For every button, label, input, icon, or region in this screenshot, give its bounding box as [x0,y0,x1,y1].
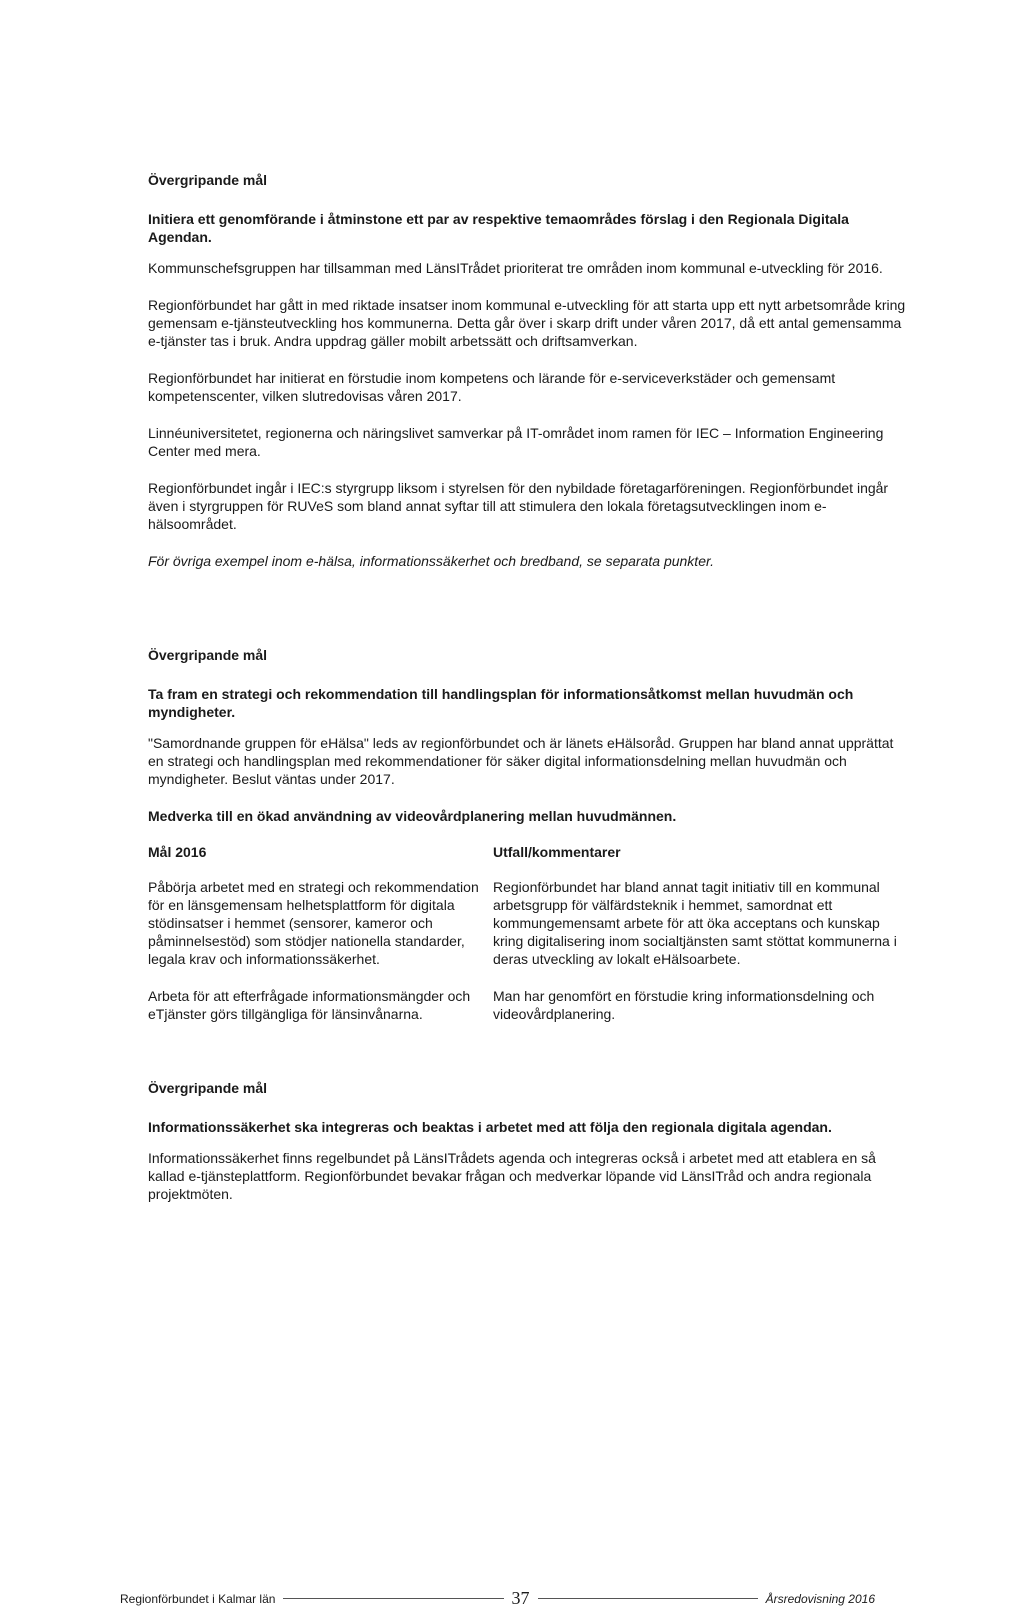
page-content [148,172,908,1222]
page-footer [120,1588,875,1609]
footer-divider [538,1598,758,1599]
goal-statement: Initiera ett genomförande i åtminstone ett par av respektive temaområdes förslag i den Regionala Digitala Agendan. [148,211,849,245]
section-1 [148,172,908,570]
paragraph: Kommunschefsgruppen har tillsamman med LänsITrådet prioriterat tre områden inom kommunal e-utveckling för 2016. [148,260,883,276]
section-3 [148,1080,908,1203]
table-cell-goal: Arbeta för att efterfrågade informationsmängder och eTjänster görs tillgängliga för länsinvånarna. [148,988,471,1022]
section-2 [148,647,908,1042]
goal-column [148,844,493,1042]
paragraph: Regionförbundet ingår i IEC:s styrgrupp liksom i styrelsen för den nybildade företagarföreningen. Regionförbundet ingår även i styrgruppen för RUVeS som bland annat syftar till att stimulera den lokala företagsutvecklingen inom e-hälsoområdet. [148,480,889,532]
note-text: För övriga exempel inom e-hälsa, informationssäkerhet och bredband, se separata punkter. [148,553,715,569]
goal-outcome-table [148,844,908,1042]
outcome-column [493,844,908,1042]
paragraph: Linnéuniversitetet, regionerna och näringslivet samverkar på IT-området inom ramen för IEC – Information Engineering Center med mera. [148,425,884,459]
paragraph: Regionförbundet har gått in med riktade insatser inom kommunal e-utveckling för att starta upp ett nytt arbetsområde kring gemensam e-tjänsteutveckling hos kommunerna. Detta går över i skarp drift under våren 2017, då ett antal gemensamma e-tjänster tas i bruk. Andra uppdrag gäller mobilt arbetssätt och driftsamverkan. [148,297,906,349]
paragraph: "Samordnande gruppen för eHälsa" leds av regionförbundet och är länets eHälsoråd. Gruppen har bland annat upprättat en strategi och handlingsplan med rekommendationer för säker digital informationsdelning mellan huvudmän och myndigheter. Beslut väntas under 2017. [148,735,894,787]
column-header-outcome: Utfall/kommentarer [493,844,621,860]
table-cell-goal: Påbörja arbetet med en strategi och rekommendation för en länsgemensam helhetsplattform för digitala stödinsatser i hemmet (sensorer, kameror och påminnelsestöd) som stödjer nationella standarder, legala krav och informationssäkerhet. [148,879,479,967]
spacer [148,589,908,647]
table-cell-outcome: Regionförbundet har bland annat tagit initiativ till en kommunal arbetsgrupp för välfärdsteknik i hemmet, samordnat ett kommungemensamt arbete för att öka acceptans och kunskap kring digitalisering inom socialtjänsten samt stöttat kommunerna i deras utveckling av lokalt eHälsoarbete. [493,879,897,967]
section-heading: Övergripande mål [148,647,268,663]
footer-organization: Regionförbundet i Kalmar län [120,1591,276,1606]
paragraph: Informationssäkerhet finns regelbundet på LänsITrådets agenda och integreras också i arbetet med att etablera en så kallad e-tjänsteplattform. Regionförbundet bevakar frågan och medverkar löpande vid LänsITråd och andra regionala projektmöten. [148,1150,876,1202]
goal-statement: Ta fram en strategi och rekommendation till handlingsplan för informationsåtkomst mellan huvudmän och myndigheter. [148,686,854,720]
section-heading: Övergripande mål [148,1080,268,1096]
goal-statement: Informationssäkerhet ska integreras och beaktas i arbetet med att följa den regionala digitala agendan. [148,1119,832,1135]
column-header-goal: Mål 2016 [148,844,207,860]
footer-report-title: Årsredovisning 2016 [765,1591,875,1606]
section-heading: Övergripande mål [148,172,268,188]
spacer [148,1042,908,1080]
page-number: 37 [511,1588,530,1608]
subgoal-statement: Medverka till en ökad användning av videovårdplanering mellan huvudmännen. [148,808,677,824]
footer-divider [283,1598,503,1599]
table-cell-outcome: Man har genomfört en förstudie kring informationsdelning och videovårdplanering. [493,988,875,1022]
paragraph: Regionförbundet har initierat en förstudie inom kompetens och lärande för e-serviceverkstäder och gemensamt kompetenscenter, vilken slutredovisas våren 2017. [148,370,836,404]
